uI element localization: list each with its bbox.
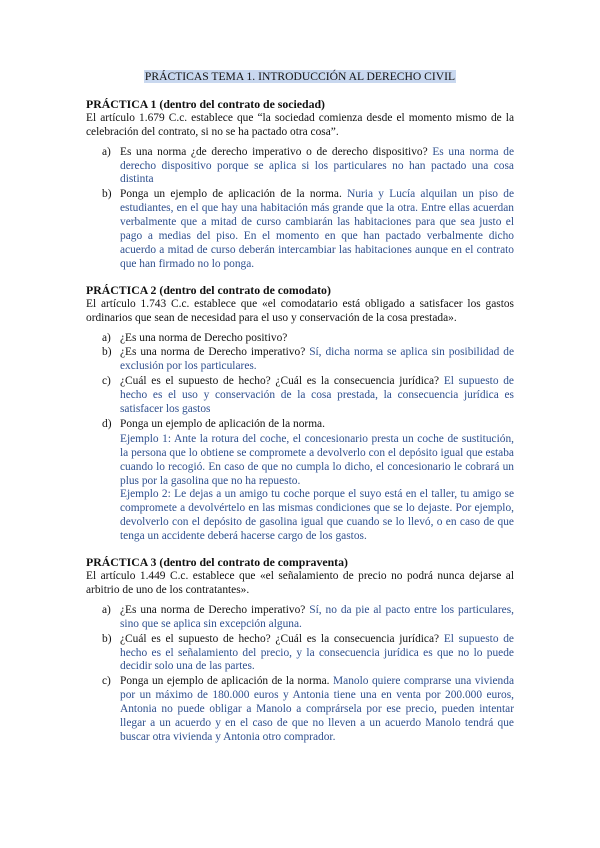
practice-2-question-b xyxy=(86,346,514,374)
question-text: ¿Cuál es el supuesto de hecho? ¿Cuál es la consecuencia jurídica? xyxy=(120,632,440,645)
question-text: ¿Es una norma de Derecho imperativo? xyxy=(120,603,306,616)
practice-3 xyxy=(86,556,514,745)
practice-3-question-c xyxy=(86,675,514,745)
list-marker: b) xyxy=(102,188,112,201)
list-marker: a) xyxy=(102,603,111,616)
list-marker: a) xyxy=(102,331,111,344)
answer-text: Sí, no da pie al pacto entre los particulares, sino que se aplica sin excepción alguna. xyxy=(120,603,514,630)
list-marker: d) xyxy=(102,417,112,430)
list-marker: b) xyxy=(102,346,112,359)
question-text: Ponga un ejemplo de aplicación de la norma. xyxy=(120,188,342,201)
practice-1-question-a xyxy=(86,146,514,188)
practice-1-intro: El artículo 1.679 C.c. establece que “la sociedad comienza desde el momento mismo de la celebración del contrato, si no se ha pactado otra cosa”. xyxy=(86,111,514,138)
practice-3-heading: PRÁCTICA 3 (dentro del contrato de compraventa) xyxy=(86,555,348,570)
question-text: ¿Cuál es el supuesto de hecho? ¿Cuál es la consecuencia jurídica? xyxy=(120,375,440,388)
list-marker: c) xyxy=(102,375,111,388)
answer-text: Es una norma de derecho dispositivo porque se aplica si los particulares no han pactado una cosa distinta xyxy=(120,145,515,186)
question-text: ¿Es una norma de Derecho positivo? xyxy=(120,331,288,344)
practice-2-intro: El artículo 1.743 C.c. establece que «el comodatario está obligado a satisfacer los gastos ordinarios que sean de necesidad para el uso y conservación de la cosa prestada». xyxy=(86,297,514,324)
practice-1 xyxy=(86,98,514,272)
answer-text: El supuesto de hecho es el uso y conservación de la cosa prestada, la consecuencia jurídica es satisfacer los gastos xyxy=(120,375,514,416)
answer-text: Nuria y Lucía alquilan un piso de estudiantes, en el que hay una habitación más grande que la otra. Entre ellas acuerdan verbalmente que a mitad de curso cambiarán las habitaciones para que sea justo el pago a medias del piso. En el momento en que han pactado verbalmente dicho acuerdo a mitad de curso deberán intercambiar las habitaciones aunque en el contrato que han firmado no lo ponga. xyxy=(120,188,515,270)
practice-2 xyxy=(86,284,514,544)
question-text: ¿Es una norma de Derecho imperativo? xyxy=(120,346,306,359)
example-1-text: Ejemplo 1: Ante la rotura del coche, el concesionario presta un coche de sustitución, la persona que lo obtiene se compromete a devolverlo con el depósito igual que estaba cuando lo recogió. En caso de que no cumpla lo dicho, el concesionario le cobrará un plus por la gasolina que no ha repuesto. xyxy=(120,432,514,487)
document-title: PRÁCTICAS TEMA 1. INTRODUCCIÓN AL DERECHO CIVIL xyxy=(144,70,456,83)
practice-2-heading: PRÁCTICA 2 (dentro del contrato de comodato) xyxy=(86,282,331,297)
answer-text: Manolo quiere comprarse una vivienda por un máximo de 180.000 euros y Antonia tiene una en venta por 200.000 euros, Antonia no puede obligar a Manolo a comprársela por ese precio, pueden intentar llegar a un acuerdo y en el caso de que no lleven a un acuerdo Manolo tendrá que buscar otra vivienda y Antonia otro comprador. xyxy=(120,675,514,743)
practice-3-question-b xyxy=(86,633,514,675)
list-marker: a) xyxy=(102,145,111,158)
practice-2-question-c xyxy=(86,375,514,417)
list-marker: b) xyxy=(102,632,112,645)
question-text: Es una norma ¿de derecho imperativo o de derecho dispositivo? xyxy=(120,145,428,158)
practice-1-question-b xyxy=(86,188,514,271)
document-page xyxy=(86,70,514,757)
answer-text: El supuesto de hecho es el señalamiento del precio, y la consecuencia jurídica es que no lo puede decidir solo una de las partes. xyxy=(120,632,514,673)
list-marker: c) xyxy=(102,675,111,688)
question-text: Ponga un ejemplo de aplicación de la norma. xyxy=(120,417,325,430)
question-text: Ponga un ejemplo de aplicación de la norma. xyxy=(120,675,330,688)
answer-text: Sí, dicha norma se aplica sin posibilidad de exclusión por los particulares. xyxy=(120,346,514,373)
practice-3-question-a xyxy=(86,604,514,632)
example-2-text: Ejemplo 2: Le dejas a un amigo tu coche porque el suyo está en el taller, tu amigo se compromete a devolvértelo en las mismas condiciones que se lo dejaste. Por ejemplo, devolverlo con el depósito de gasolina igual que cuando se lo llevó, o en caso de que tenga un accidente deberá hacerse cargo de los gastos. xyxy=(120,488,514,543)
practice-2-question-d xyxy=(86,418,514,432)
practice-3-intro: El artículo 1.449 C.c. establece que «el señalamiento de precio no podrá nunca dejarse al arbitrio de uno de los contratantes». xyxy=(86,570,514,596)
practice-1-heading: PRÁCTICA 1 (dentro del contrato de sociedad) xyxy=(86,96,325,111)
practice-2-question-a xyxy=(86,332,514,346)
